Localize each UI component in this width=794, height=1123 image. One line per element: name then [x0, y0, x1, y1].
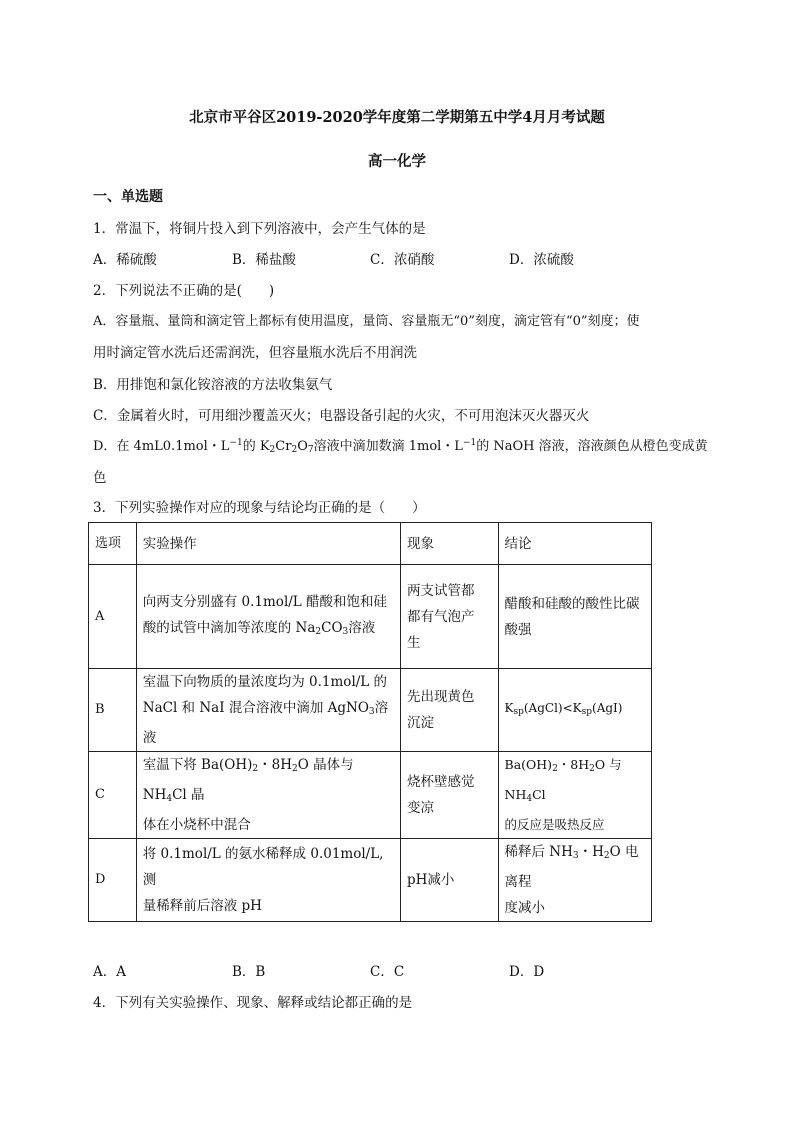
row-label: B [89, 669, 137, 752]
table-row [89, 565, 652, 669]
question-2-option-b: B．用排饱和氯化铵溶液的方法收集氨气 [93, 377, 333, 393]
row-operation: 向两支分别盛有 0.1mol/L 醋酸和饱和硅 酸的试管中滴加等浓度的 $Na_2CO_3$溶液 [136, 565, 400, 669]
row-phenomenon: 烧杯壁感觉 变凉 [400, 752, 498, 839]
header-phenomenon: 现象 [400, 523, 498, 565]
question-3-option-b: B．B [232, 964, 266, 980]
question-2-option-d-line2: 色 [93, 470, 107, 486]
question-1-option-d: D．浓硫酸 [509, 252, 574, 268]
row-operation: 室温下将 $Ba(OH)_2$・$8H_2O$ 晶体与 $NH_4Cl$ 晶 体在小烧杯中混合 [136, 752, 400, 839]
table-row [89, 752, 652, 839]
row-label: D [89, 839, 137, 922]
row-label: A [89, 565, 137, 669]
experiment-table [88, 522, 652, 922]
row-operation: 将 0.1mol/L 的氨水稀释成 0.01mol/L,测 量稀释前后溶液 pH [136, 839, 400, 922]
question-2-option-c: C．金属着火时，可用细沙覆盖灭火；电器设备引起的火灾，不可用泡沫灭火器灭火 [93, 408, 590, 424]
row-operation: 室温下向物质的量浓度均为 0.1mol/L 的 NaCl 和 NaI 混合溶液中滴加 AgNO$_3$溶液 [136, 669, 400, 752]
row-phenomenon: 两支试管都 都有气泡产 生 [400, 565, 498, 669]
question-4-stem: 4．下列有关实验操作、现象、解释或结论都正确的是 [93, 995, 413, 1011]
table-header-row [89, 523, 652, 565]
row-label: C [89, 752, 137, 839]
row-phenomenon: pH减小 [400, 839, 498, 922]
exam-title: 北京市平谷区2019-2020学年度第二学期第五中学4月月考试题 [189, 109, 605, 126]
question-3-option-d: D．D [509, 964, 545, 980]
question-2-option-d-line1: D．在 4mL0.1mol・$L^{-1}$的 $K_2Cr_2O_7$溶液中滴加数滴 1mol・$L^{-1}$的 NaOH 溶液，溶液颜色从橙色变成黄 [93, 438, 708, 455]
row-conclusion: $Ba(OH)_2$・$8H_2O$ 与 $NH_4Cl$ 的反应是吸热反应 [498, 752, 651, 839]
question-2-option-a-line2: 用时滴定管水洗后还需润洗，但容量瓶水洗后不用润洗 [93, 345, 417, 361]
question-1-option-a: A．稀硫酸 [93, 252, 157, 268]
question-2-option-a-line1: A．容量瓶、量筒和滴定管上都标有使用温度，量筒、容量瓶无“0”刻度，滴定管有“0”刻度；使 [93, 314, 640, 329]
question-1-stem: 1．常温下，将铜片投入到下列溶液中，会产生气体的是 [93, 221, 426, 237]
header-operation: 实验操作 [136, 523, 400, 565]
section-heading: 一、单选题 [93, 189, 163, 205]
question-1-option-b: B．稀盐酸 [232, 252, 296, 268]
row-conclusion: 醋酸和硅酸的酸性比碳 酸强 [498, 565, 651, 669]
row-phenomenon: 先出现黄色 沉淀 [400, 669, 498, 752]
table-row [89, 839, 652, 922]
header-conclusion: 结论 [498, 523, 651, 565]
question-3-stem: 3．下列实验操作对应的现象与结论均正确的是（ ） [93, 500, 426, 516]
exam-subject: 高一化学 [368, 153, 426, 170]
header-option: 选项 [89, 523, 137, 565]
table-row [89, 669, 652, 752]
question-1-option-c: C．浓硝酸 [370, 252, 435, 268]
question-3-option-a: A．A [93, 964, 126, 980]
row-conclusion: 稀释后 $NH_3$・$H_2O$ 电离程 度减小 [498, 839, 651, 922]
question-2-stem: 2．下列说法不正确的是( ) [93, 283, 275, 299]
row-conclusion: $K_{sp}(AgCl)<K_{sp}(AgI)$ [498, 669, 651, 752]
question-3-option-c: C．C [370, 964, 405, 980]
